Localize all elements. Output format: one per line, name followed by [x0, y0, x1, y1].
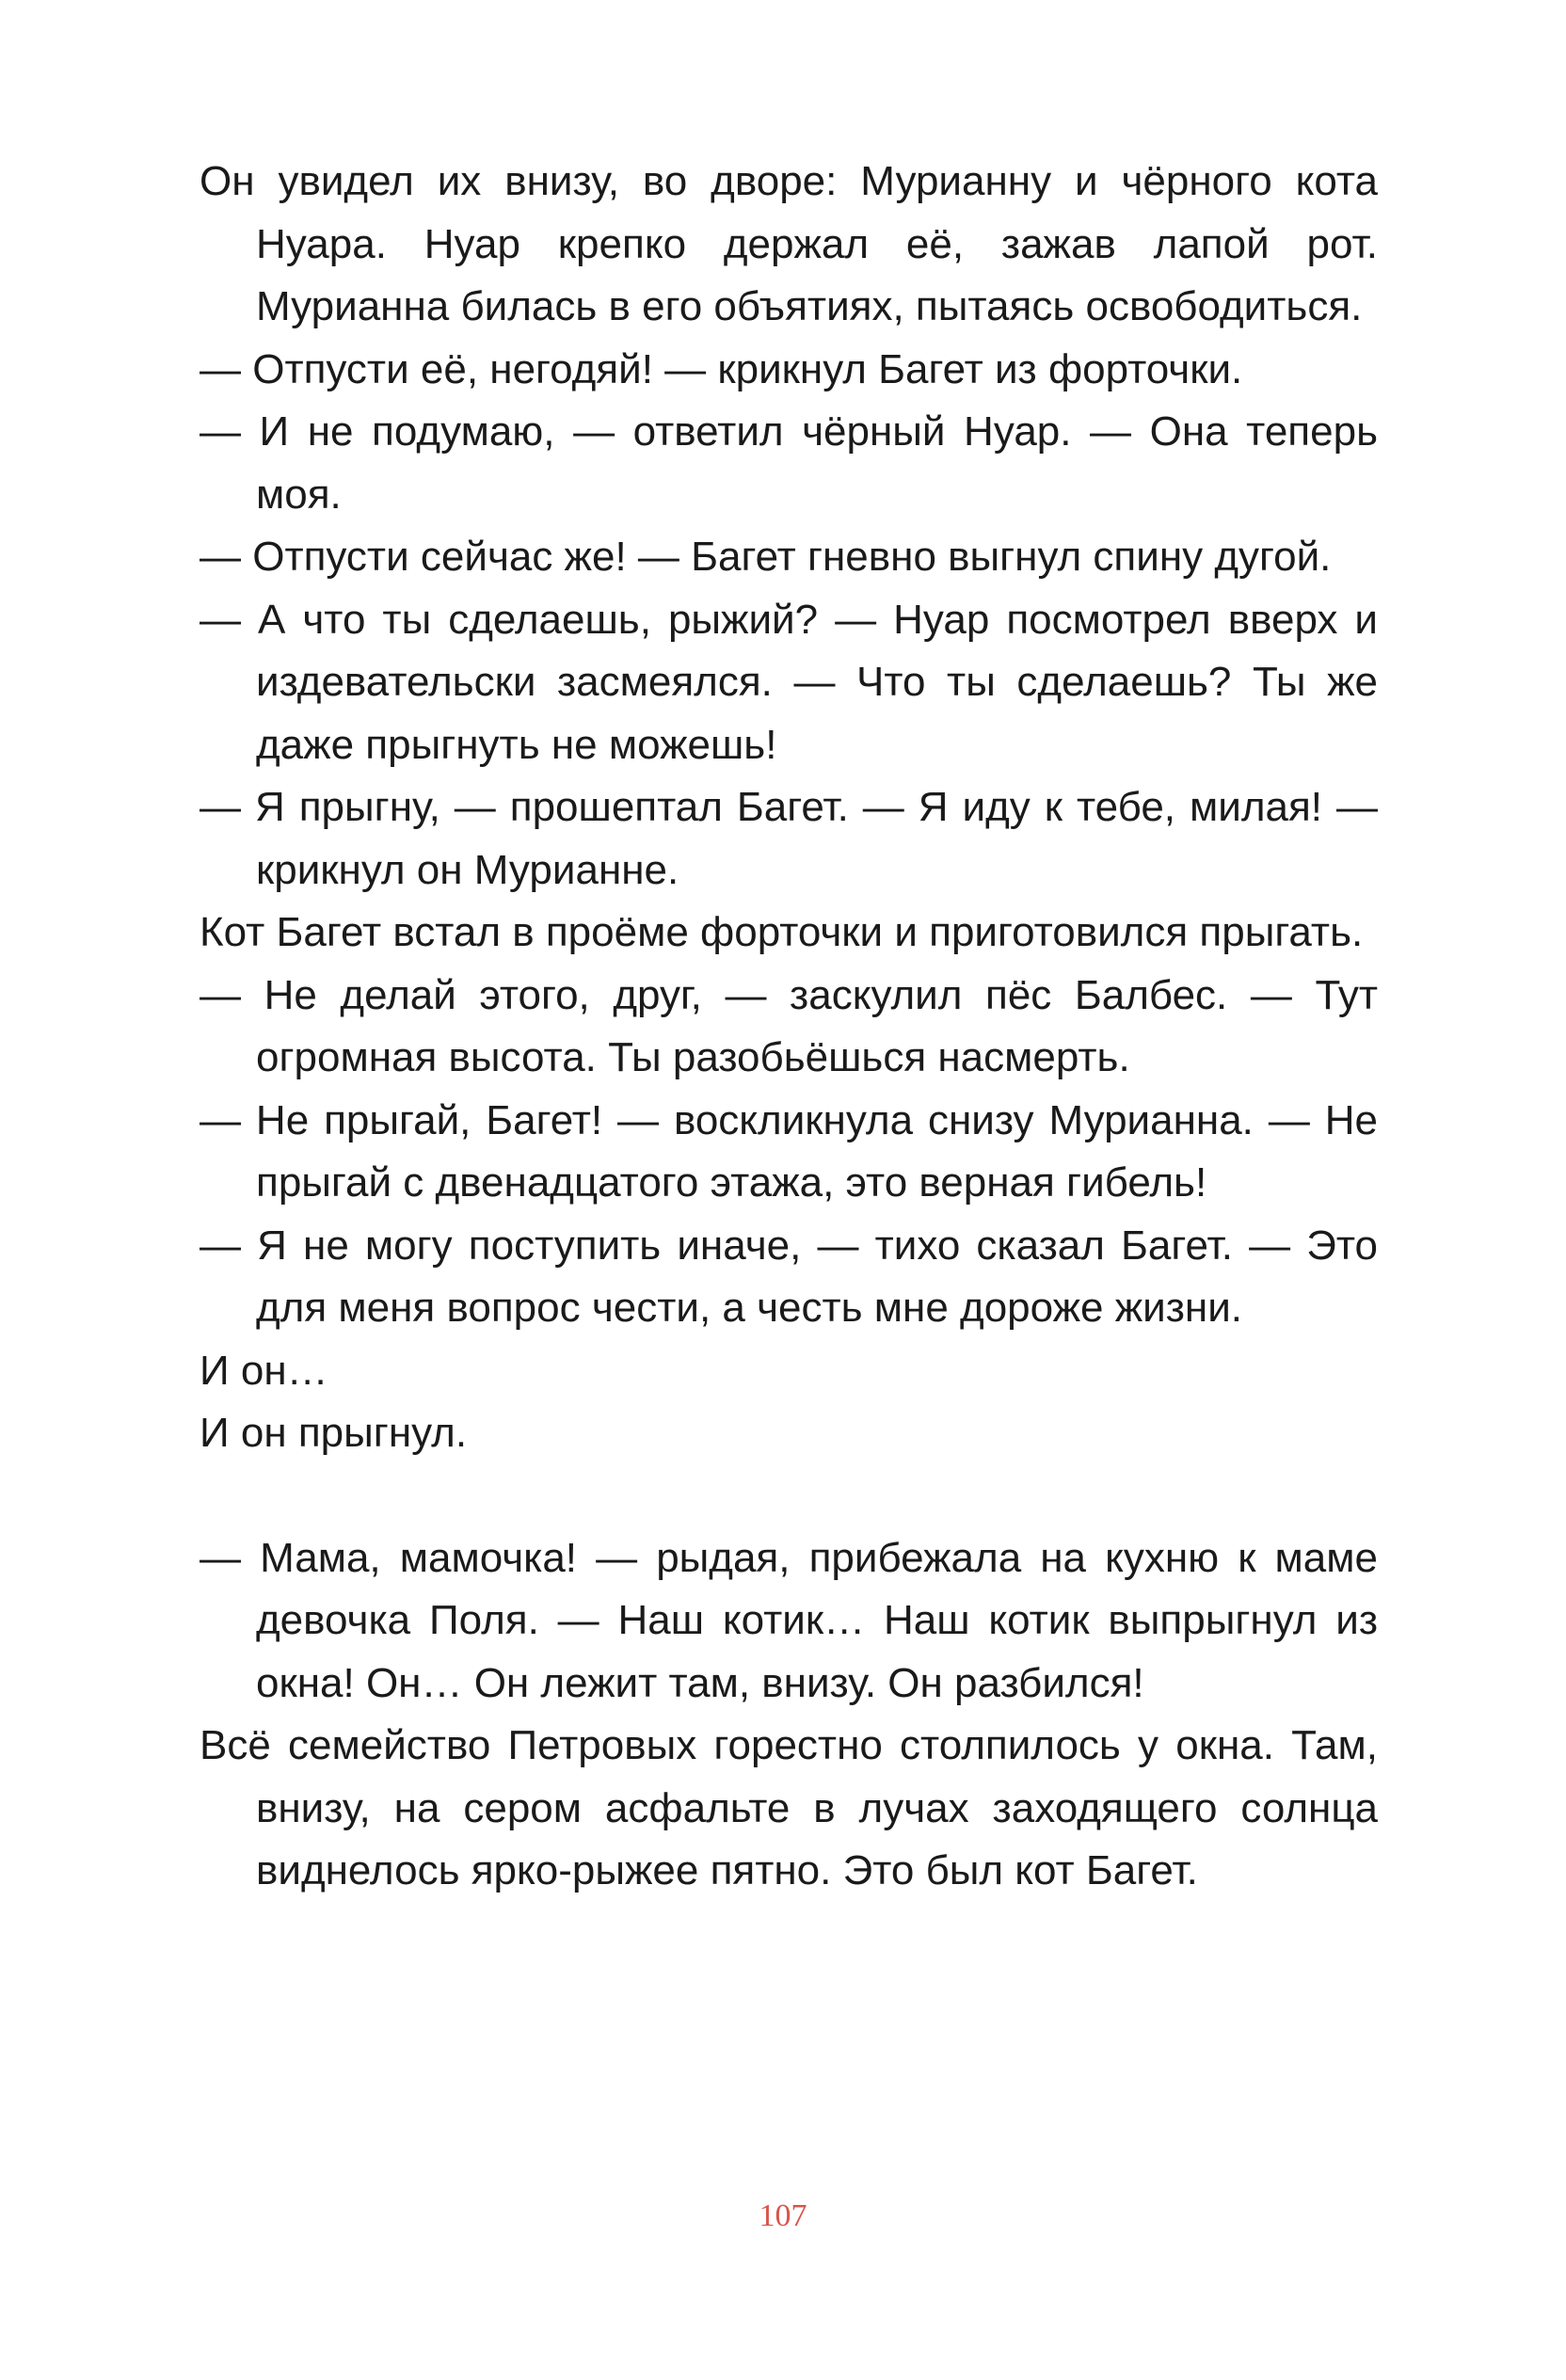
paragraph: — Я прыгну, — прошептал Багет. — Я иду к тебе, милая! — крикнул он Мурианне. [200, 784, 1378, 893]
paragraph: — Не прыгай, Багет! — воскликнула снизу Мурианна. — Не прыгай с двенадцатого этажа, это верная гибель! [200, 1096, 1378, 1206]
paragraph: — А что ты сделаешь, рыжий? — Нуар посмотрел вверх и издевательски засмеялся. — Что ты сделаешь? Ты же даже прыгнуть не можешь! [200, 596, 1378, 768]
paragraph: — Я не могу поступить иначе, — тихо сказал Багет. — Это для меня вопрос чести, а честь мне дороже жизни. [200, 1222, 1378, 1331]
paragraph: — Не делай этого, друг, — заскулил пёс Балбес. — Тут огромная высота. Ты разобьёшься насмерть. [200, 971, 1378, 1080]
paragraph: — Отпусти сейчас же! — Багет гневно выгнул спину дугой. [200, 534, 1332, 580]
paragraph: И он… [200, 1347, 328, 1394]
paragraph: — Мама, мамочка! — рыдая, прибежала на кухню к маме девочка Поля. — Наш котик… Наш котик выпрыгнул из окна! Он… Он лежит там, внизу. Он разбился! [200, 1534, 1378, 1706]
paragraph: — И не подумаю, — ответил чёрный Нуар. — Она теперь моя. [200, 408, 1378, 518]
paragraph: — Отпусти её, негодяй! — крикнул Багет из форточки. [200, 345, 1243, 392]
paragraph: И он прыгнул. [200, 1410, 468, 1456]
paragraph: Он увидел их внизу, во дворе: Мурианну и чёрного кота Нуара. Нуар крепко держал её, зажав лапой рот. Мурианна билась в его объятиях, пытаясь освободиться. [200, 158, 1378, 329]
paragraph: Кот Багет встал в проёме форточки и приготовился прыгать. [200, 909, 1364, 955]
section-break [200, 1465, 1378, 1527]
text-block [200, 151, 1378, 1903]
paragraph: Всё семейство Петровых горестно столпилось у окна. Там, внизу, на сером асфальте в лучах заходящего солнца виднелось ярко-рыжее пятно. Это был кот Багет. [200, 1722, 1378, 1893]
page-number: 107 [759, 2198, 807, 2233]
